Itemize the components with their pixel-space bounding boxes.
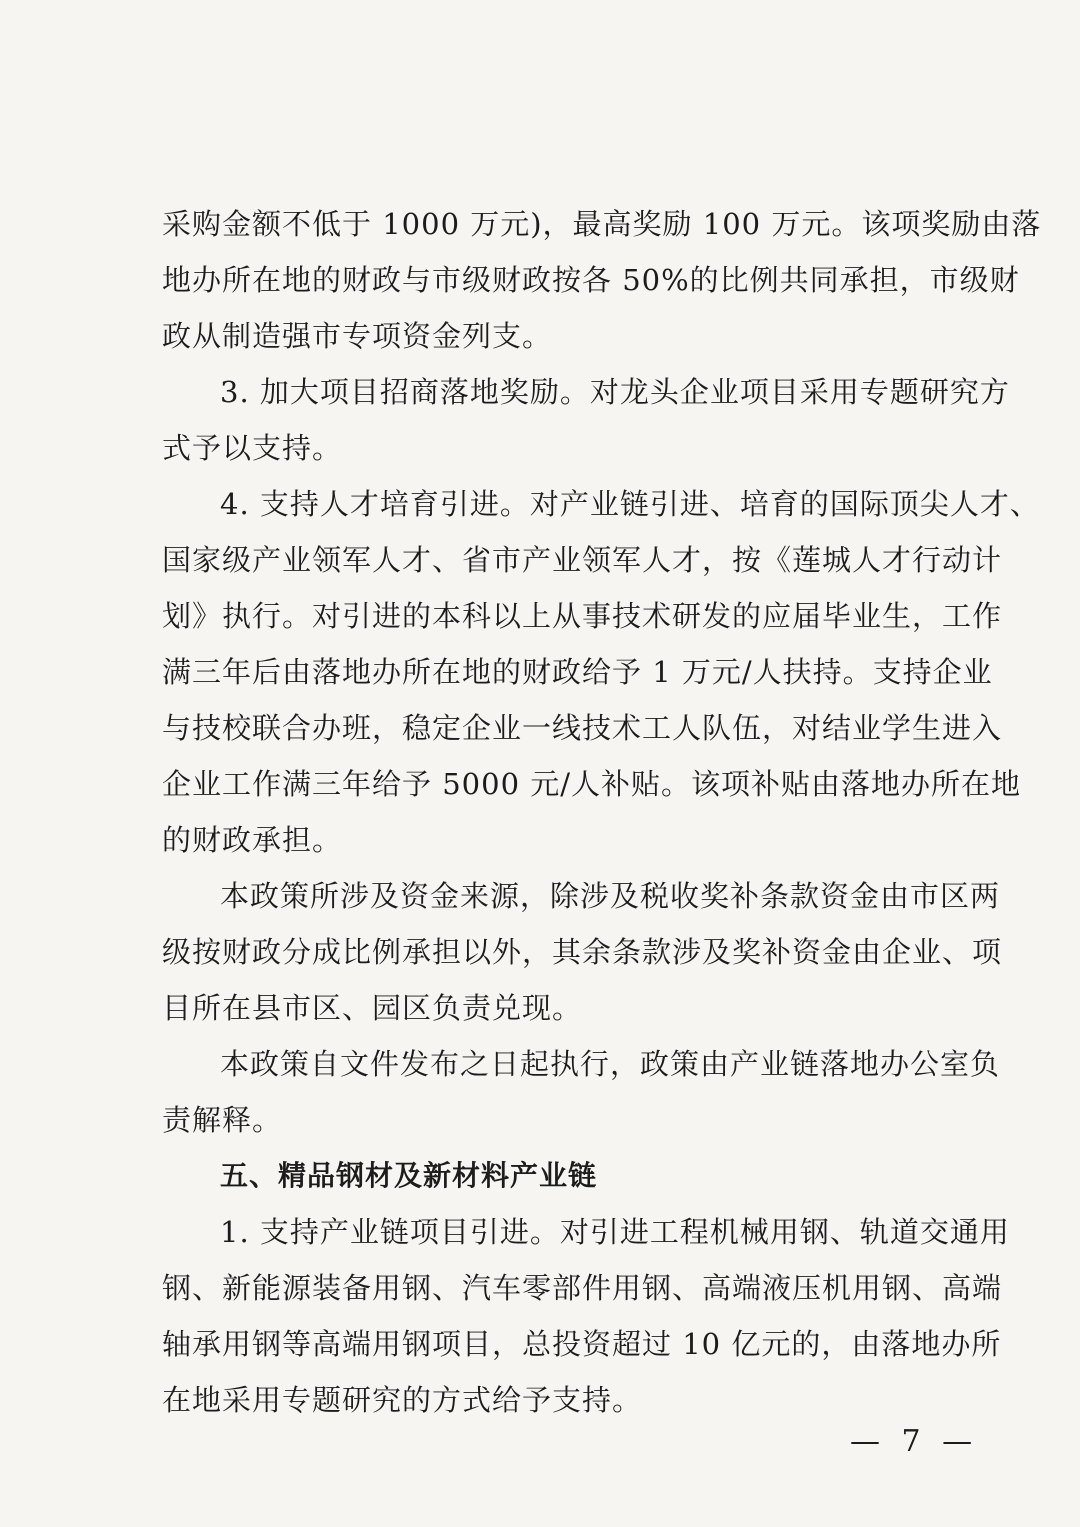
text-line: 4. 支持人才培育引进。对产业链引进、培育的国际顶尖人才、 bbox=[220, 487, 1040, 521]
text-line: 与技校联合办班，稳定企业一线技术工人队伍，对结业学生进入 bbox=[162, 711, 1003, 745]
text-line: 本政策所涉及资金来源，除涉及税收奖补条款资金由市区两 bbox=[220, 879, 1001, 913]
text-line: 钢、新能源装备用钢、汽车零部件用钢、高端液压机用钢、高端 bbox=[162, 1271, 1003, 1305]
section-heading: 五、精品钢材及新材料产业链 bbox=[220, 1159, 598, 1192]
text-line: 企业工作满三年给予 5000 元/人补贴。该项补贴由落地办所在地 bbox=[162, 767, 1022, 801]
text-line: 本政策自文件发布之日起执行，政策由产业链落地办公室负 bbox=[220, 1047, 1001, 1081]
page-number: — 7 — bbox=[850, 1424, 979, 1459]
text-line: 在地采用专题研究的方式给予支持。 bbox=[162, 1383, 643, 1417]
text-line: 级按财政分成比例承担以外，其余条款涉及奖补资金由企业、项 bbox=[162, 935, 1003, 969]
text-line: 轴承用钢等高端用钢项目，总投资超过 10 亿元的，由落地办所 bbox=[162, 1327, 1002, 1361]
text-line: 采购金额不低于 1000 万元)，最高奖励 100 万元。该项奖励由落 bbox=[162, 207, 1042, 241]
text-line: 地办所在地的财政与市级财政按各 50%的比例共同承担，市级财 bbox=[162, 263, 1020, 297]
text-line: 满三年后由落地办所在地的财政给予 1 万元/人扶持。支持企业 bbox=[162, 655, 993, 689]
text-line: 式予以支持。 bbox=[162, 431, 343, 465]
text-line: 目所在县市区、园区负责兑现。 bbox=[162, 991, 583, 1025]
text-line: 的财政承担。 bbox=[162, 823, 343, 857]
text-line: 责解释。 bbox=[162, 1103, 283, 1137]
text-line: 政从制造强市专项资金列支。 bbox=[162, 319, 553, 353]
text-line: 1. 支持产业链项目引进。对引进工程机械用钢、轨道交通用 bbox=[220, 1215, 1010, 1249]
text-line: 国家级产业领军人才、省市产业领军人才，按《莲城人才行动计 bbox=[162, 543, 1003, 577]
text-line: 划》执行。对引进的本科以上从事技术研发的应届毕业生，工作 bbox=[162, 599, 1003, 633]
text-line: 3. 加大项目招商落地奖励。对龙头企业项目采用专题研究方 bbox=[220, 375, 1010, 409]
